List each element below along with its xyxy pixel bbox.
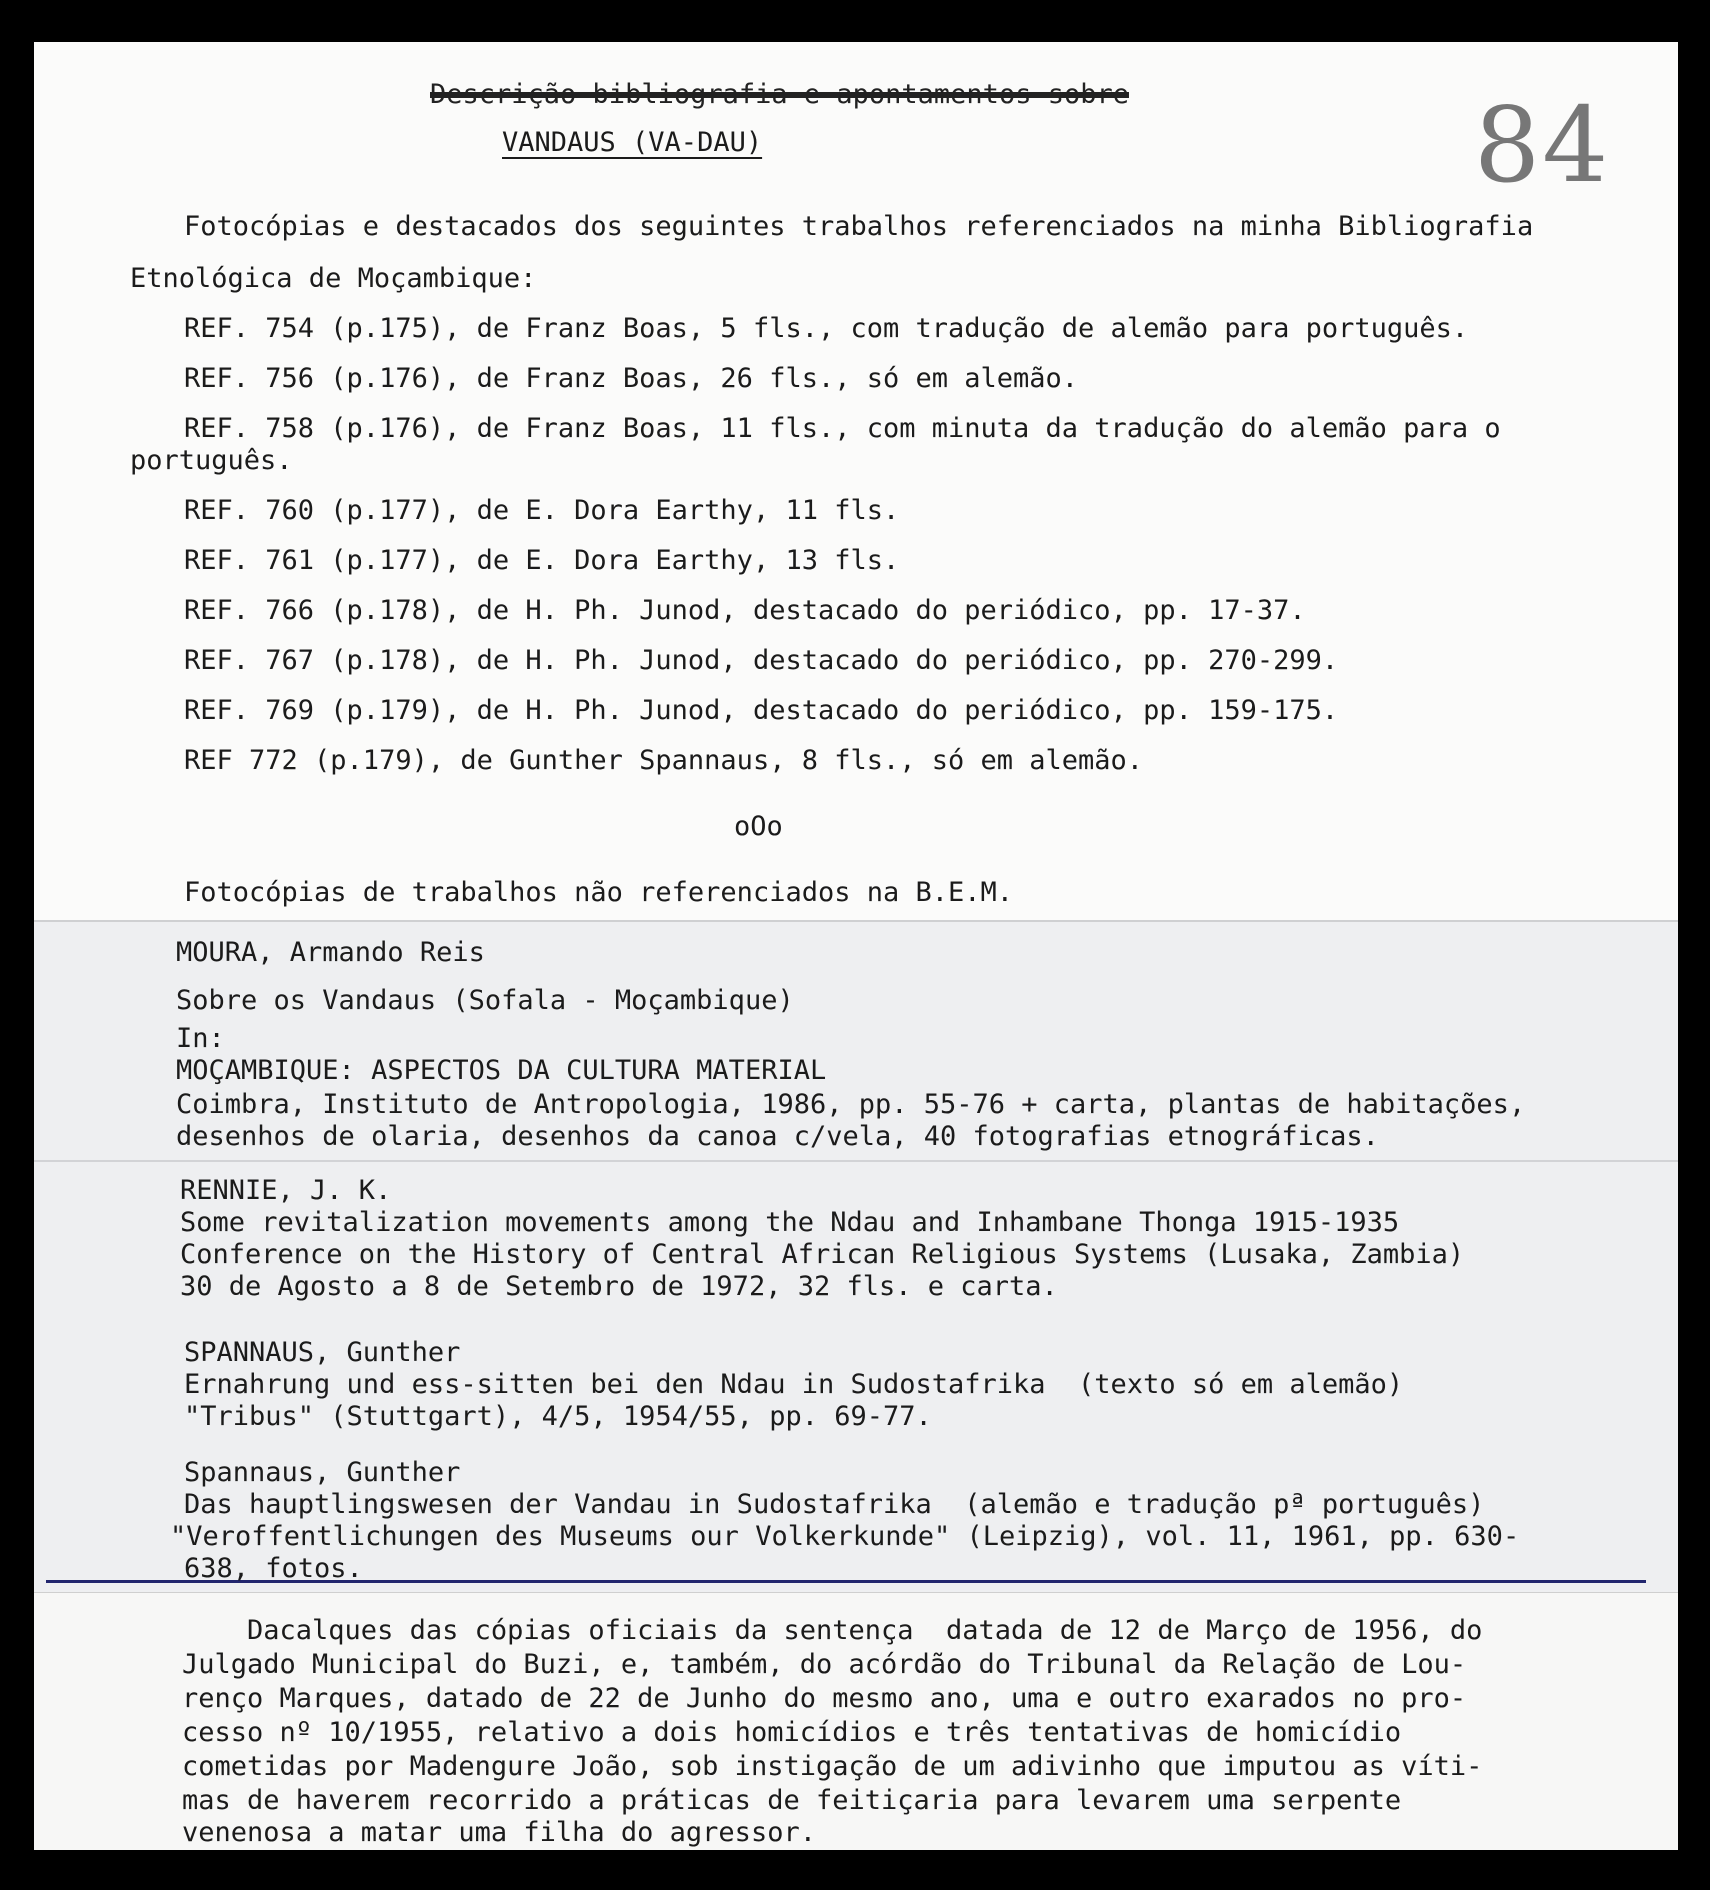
ref-line: REF 772 (p.179), de Gunther Spannaus, 8 fls., só em alemão.	[184, 745, 1144, 776]
decalques-line: cometidas por Madengure João, sob instigação de um adivinho que imputou as víti-	[182, 1751, 1483, 1782]
ref-line: REF. 766 (p.178), de H. Ph. Junod, destacado do periódico, pp. 17-37.	[184, 595, 1306, 626]
handwritten-page-number: 84	[1474, 84, 1611, 206]
document-sheet	[34, 42, 1678, 1850]
entry-line: In:	[176, 1023, 225, 1054]
ref-line: REF. 767 (p.178), de H. Ph. Junod, destacado do periódico, pp. 270-299.	[184, 645, 1339, 676]
ref-line: REF. 760 (p.177), de E. Dora Earthy, 11 fls.	[184, 495, 900, 526]
entry-line: "Tribus" (Stuttgart), 4/5, 1954/55, pp. 69-77.	[184, 1401, 932, 1432]
ref-line: REF. 761 (p.177), de E. Dora Earthy, 13 fls.	[184, 545, 900, 576]
entry-line: 30 de Agosto a 8 de Setembro de 1972, 32 fls. e carta.	[180, 1271, 1058, 1302]
paste-seam	[34, 1160, 1678, 1162]
decalques-line: Dacalques das cópias oficiais da sentença datada de 12 de Março de 1956, do	[182, 1615, 1483, 1646]
ref-line: REF. 769 (p.179), de H. Ph. Junod, destacado do periódico, pp. 159-175.	[184, 695, 1339, 726]
struck-heading: Descrição bibliografia e apontamentos sobre	[430, 79, 1129, 110]
entry-title: Ernahrung und ess-sitten bei den Ndau in Sudostafrika (texto só em alemão)	[184, 1369, 1404, 1400]
entry-line: Coimbra, Instituto de Antropologia, 1986, pp. 55-76 + carta, plantas de habitações,	[176, 1089, 1526, 1120]
ref-line: REF. 754 (p.175), de Franz Boas, 5 fls., com tradução de alemão para português.	[184, 313, 1469, 344]
decalques-line: renço Marques, datado de 22 de Junho do mesmo ano, uma e outro exarados no pro-	[182, 1683, 1467, 1714]
entry-title: Some revitalization movements among the Ndau and Inhambane Thonga 1915-1935	[180, 1207, 1400, 1238]
intro-line: Etnológica de Moçambique:	[130, 263, 537, 294]
decalques-line: mas de haverem recorrido a práticas de feitiçaria para levarem uma serpente	[182, 1785, 1402, 1816]
entry-title: Sobre os Vandaus (Sofala - Moçambique)	[176, 985, 794, 1016]
separator: oOo	[734, 811, 783, 842]
entry-line: 638, fotos.	[184, 1553, 363, 1584]
intro-line: Fotocópias e destacados dos seguintes trabalhos referenciados na minha Bibliografia	[184, 211, 1534, 242]
non-referenced-heading: Fotocópias de trabalhos não referenciados na B.E.M.	[184, 877, 1014, 908]
entry-line: Conference on the History of Central African Religious Systems (Lusaka, Zambia)	[180, 1239, 1465, 1270]
ref-line: REF. 758 (p.176), de Franz Boas, 11 fls., com minuta da tradução do alemão para o	[184, 413, 1501, 444]
decalques-line: venenosa a matar uma filha do agressor.	[182, 1817, 816, 1848]
ref-line: REF. 756 (p.176), de Franz Boas, 26 fls., só em alemão.	[184, 363, 1079, 394]
entry-title: Das hauptlingswesen der Vandau in Sudostafrika (alemão e tradução pª português)	[184, 1489, 1485, 1520]
entry-line: desenhos de olaria, desenhos da canoa c/vela, 40 fotografias etnográficas.	[176, 1121, 1379, 1152]
decalques-line: Julgado Municipal do Buzi, e, também, do acórdão do Tribunal da Relação de Lou-	[182, 1649, 1467, 1680]
entry-line: MOÇAMBIQUE: ASPECTOS DA CULTURA MATERIAL	[176, 1055, 827, 1086]
entry-author: Spannaus, Gunther	[184, 1457, 461, 1488]
entry-author: RENNIE, J. K.	[180, 1175, 392, 1206]
entry-line: "Veroffentlichungen des Museums our Volkerkunde" (Leipzig), vol. 11, 1961, pp. 630-	[170, 1521, 1520, 1552]
decalques-line: cesso nº 10/1955, relativo a dois homicídios e três tentativas de homicídio	[182, 1717, 1402, 1748]
ref-line: português.	[130, 445, 293, 476]
entry-author: MOURA, Armando Reis	[176, 937, 485, 968]
page-title: VANDAUS (VA-DAU)	[502, 127, 763, 158]
entry-author: SPANNAUS, Gunther	[184, 1337, 461, 1368]
